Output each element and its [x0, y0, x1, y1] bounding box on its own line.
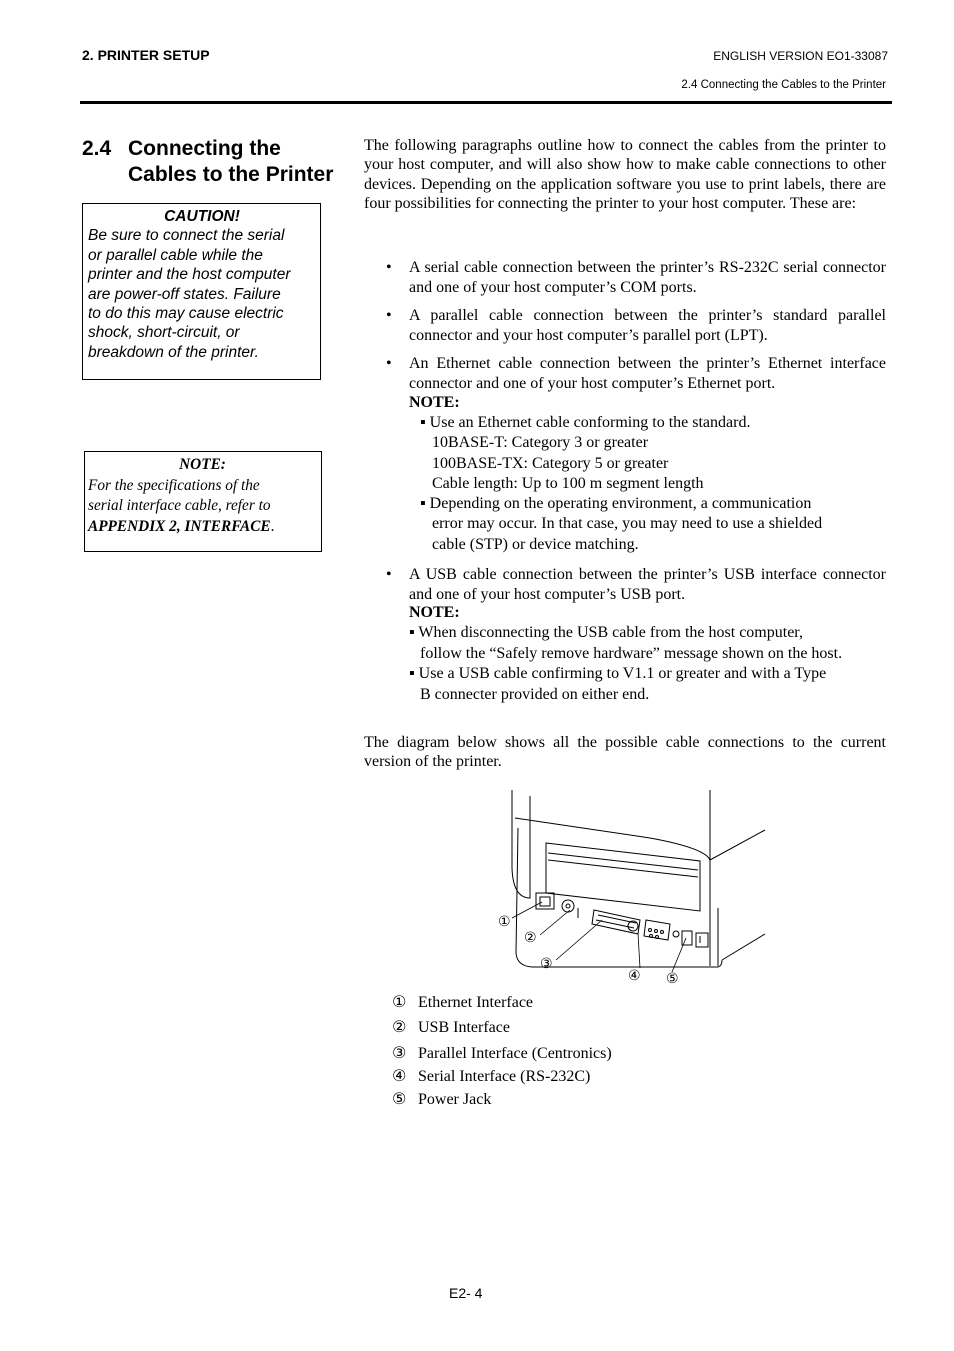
bullet-dot: •: [386, 566, 392, 583]
bullet-usb-text: A USB cable connection between the printer’s USB interface connector and one of your host computer’s USB port.: [409, 566, 886, 603]
bullet-usb: [364, 565, 886, 604]
bullet-serial: [364, 258, 886, 297]
legend-number: ③: [392, 1045, 407, 1062]
caution-box: [82, 203, 321, 380]
legend-number: ②: [392, 1019, 407, 1036]
legend-label: Serial Interface (RS-232C): [418, 1068, 591, 1085]
side-note-title: NOTE:: [179, 456, 226, 473]
caution-line: or parallel cable while the: [88, 246, 263, 264]
printer-rear-illustration: [490, 788, 770, 988]
ethernet-note-line: 100BASE-TX: Category 5 or greater: [432, 455, 669, 472]
legend-number: ①: [392, 994, 407, 1011]
callout-2: ②: [524, 930, 537, 946]
caution-line: are power-off states. Failure: [88, 285, 281, 303]
bullet-ethernet: [364, 354, 886, 393]
legend-label: Parallel Interface (Centronics): [418, 1045, 612, 1062]
bullet-dot: •: [386, 259, 392, 276]
caution-line: shock, short-circuit, or: [88, 324, 240, 342]
section-number: 2.4: [82, 137, 112, 160]
ethernet-note-line: Cable length: Up to 100 m segment length: [432, 475, 704, 492]
diagram-intro: The diagram below shows all the possible cable connections to the current version of the printer.: [364, 734, 886, 771]
callout-3: ③: [540, 956, 553, 972]
ethernet-note-line: error may occur. In that case, you may need to use a shielded: [432, 515, 823, 532]
usb-note-title: NOTE:: [409, 604, 460, 621]
legend-label: Ethernet Interface: [418, 994, 534, 1011]
ethernet-note-line: ▪ Use an Ethernet cable conforming to the standard.: [420, 414, 751, 431]
header-section-ref: 2.4 Connecting the Cables to the Printer: [681, 79, 886, 91]
legend-item: [392, 1043, 612, 1063]
side-note-line: serial interface cable, refer to: [88, 497, 271, 514]
legend-item: [392, 1017, 510, 1037]
header-chapter: 2. PRINTER SETUP: [82, 47, 210, 63]
legend-item: [392, 1089, 491, 1109]
page-number: E2- 4: [449, 1285, 483, 1301]
intro-paragraph: The following paragraphs outline how to connect the cables from the printer to your host computer, and will also show how to make cable connections to other devices. Depending on the application software you use to print labels, there are four possibilities for connecting the printer to your host computer. These are:: [364, 137, 886, 212]
side-note-line: For the specifications of the: [88, 476, 260, 494]
callout-1: ①: [498, 914, 511, 930]
usb-note-line: ▪ Use a USB cable confirming to V1.1 or greater and with a Type: [409, 665, 827, 682]
caution-line: Be sure to connect the serial: [88, 227, 285, 245]
usb-note-line: follow the “Safely remove hardware” message shown on the host.: [420, 645, 843, 662]
legend-number: ⑤: [392, 1091, 407, 1108]
usb-note-line: ▪ When disconnecting the USB cable from the host computer,: [409, 624, 803, 641]
callout-4: ④: [628, 968, 641, 984]
caution-title: CAUTION!: [164, 208, 240, 225]
caution-line: to do this may cause electric: [88, 305, 284, 323]
header-version: ENGLISH VERSION EO1-33087: [713, 49, 888, 63]
ethernet-note-title: NOTE:: [409, 394, 460, 411]
bullet-dot: •: [386, 355, 392, 372]
section-title: [82, 136, 333, 188]
section-title-line2: Cables to the Printer: [128, 163, 334, 186]
legend-label: USB Interface: [418, 1019, 510, 1036]
ethernet-note-line: 10BASE-T: Category 3 or greater: [432, 434, 649, 451]
legend-label: Power Jack: [418, 1091, 492, 1108]
caution-line: printer and the host computer: [88, 266, 291, 284]
side-note-end: .: [270, 517, 275, 535]
caution-line: breakdown of the printer.: [88, 343, 259, 361]
bullet-ethernet-text: An Ethernet cable connection between the printer’s Ethernet interface connector and one of your host computer’s Ethernet port.: [409, 355, 886, 392]
callout-5: ⑤: [666, 971, 679, 987]
legend-item: [392, 992, 533, 1012]
side-note-reference: APPENDIX 2, INTERFACE: [88, 517, 271, 535]
bullet-dot: •: [386, 307, 392, 324]
legend-item: [392, 1066, 590, 1086]
bullet-parallel: [364, 306, 886, 345]
ethernet-note-line: cable (STP) or device matching.: [432, 536, 639, 553]
side-note-box: [84, 451, 322, 552]
usb-note-line: B connecter provided on either end.: [420, 686, 650, 703]
legend-number: ④: [392, 1068, 407, 1085]
header-rule: [80, 101, 892, 104]
bullet-parallel-text: A parallel cable connection between the printer’s standard parallel connector and your host computer’s parallel port (LPT).: [409, 307, 886, 344]
ethernet-note-line: ▪ Depending on the operating environment, a communication: [420, 495, 812, 512]
bullet-serial-text: A serial cable connection between the printer’s RS-232C serial connector and one of your host computer’s COM ports.: [409, 259, 886, 296]
section-title-line1: Connecting the: [128, 137, 281, 160]
